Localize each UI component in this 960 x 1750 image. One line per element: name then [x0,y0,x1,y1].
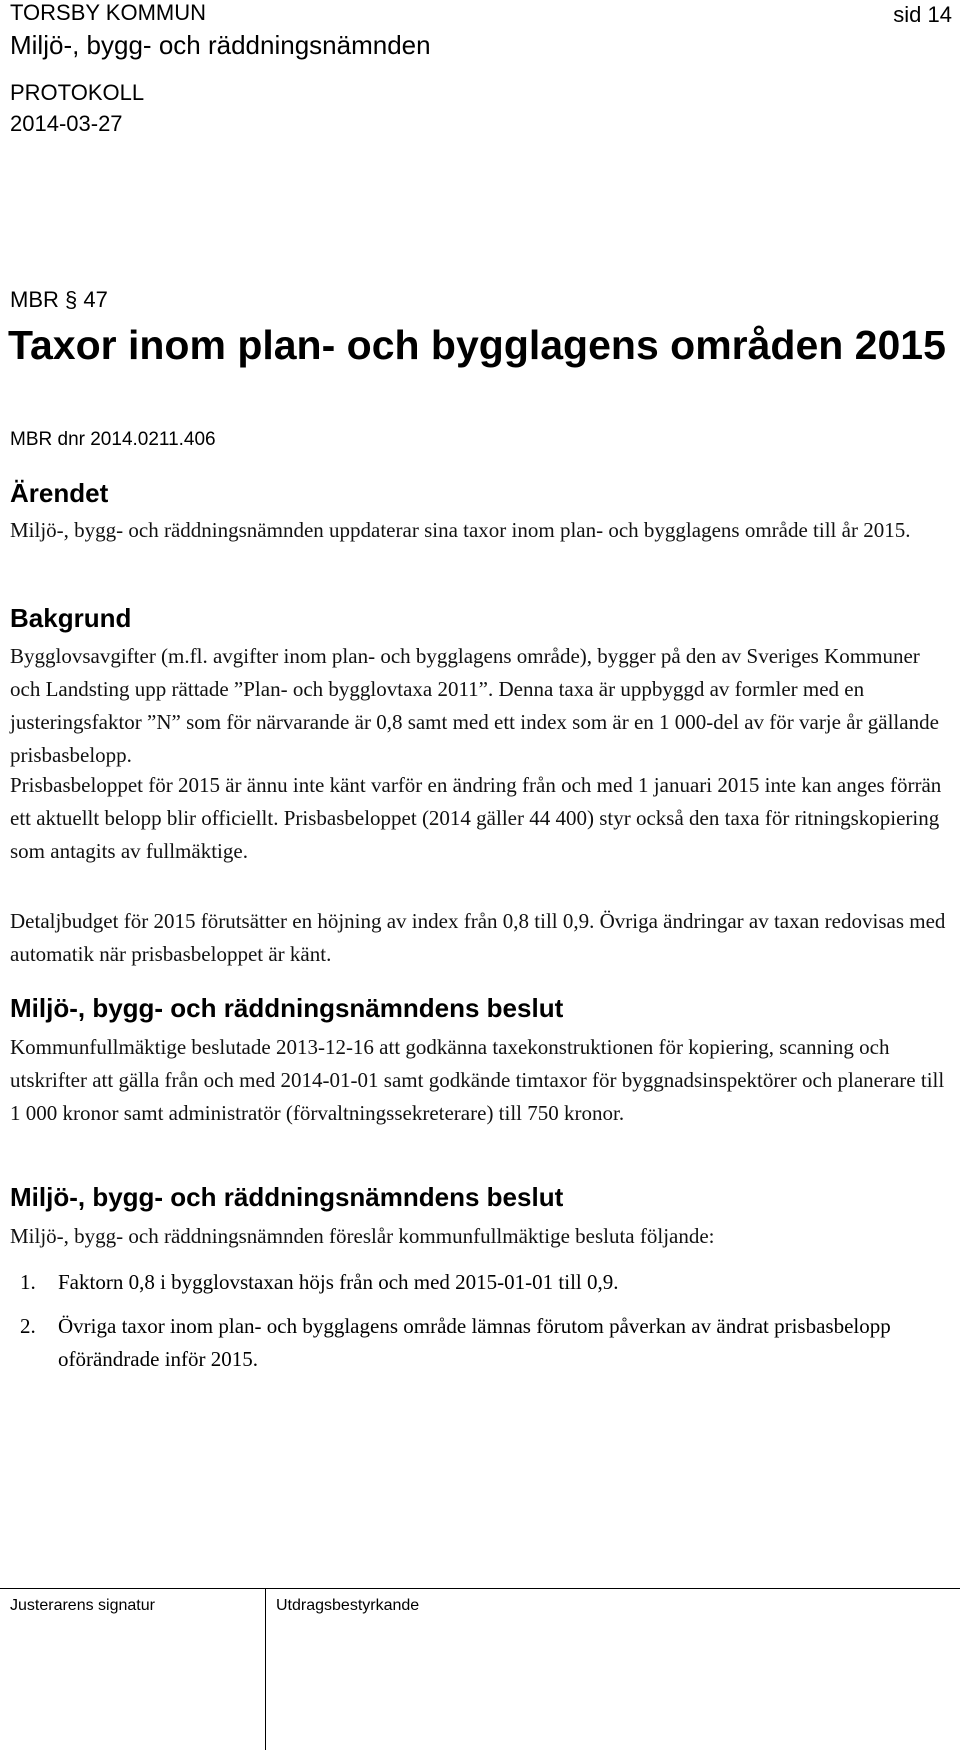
list-item-text: Övriga taxor inom plan- och bygglagens område lämnas förutom påverkan av ändrat prisbasbelopp oförändrade inför 2015. [58,1314,891,1371]
beslut-2-intro: Miljö-, bygg- och räddningsnämnden föreslår kommunfullmäktige besluta följande: [10,1224,715,1248]
section-heading-beslut-2: Miljö-, bygg- och räddningsnämndens beslut [10,1182,564,1212]
bakgrund-paragraph-2: Prisbasbeloppet för 2015 är ännu inte känt varför en ändring från och med 1 januari 2015 inte kan anges förrän ett aktuellt belopp blir officiellt. Prisbasbeloppet (2014 gäller 44 400) styr också den taxa för ritningskopiering som antagits av fullmäktige. [10,773,942,863]
list-item-number: 2. [20,1314,36,1338]
page-number: sid 14 [893,2,952,27]
committee-name: Miljö-, bygg- och räddningsnämnden [10,30,431,60]
organization-name: TORSBY KOMMUN [10,0,206,25]
bakgrund-paragraph-1: Bygglovsavgifter (m.fl. avgifter inom plan- och bygglagens område), bygger på den av Sveriges Kommuner och Landsting upp rättade ”Plan- och bygglovtaxa 2011”. Denna taxa är uppbyggd av formler med en justeringsfaktor ”N” som för närvarande är 0,8 samt med ett index som är en 1 000-del av för varje år gällande prisbasbelopp. [10,644,939,767]
document-date: 2014-03-27 [10,111,123,136]
case-number: MBR dnr 2014.0211.406 [10,429,216,450]
section-heading-arendet: Ärendet [10,478,109,508]
extract-label: Utdragsbestyrkande [276,1597,420,1614]
beslut-1-body: Kommunfullmäktige beslutade 2013-12-16 att godkänna taxekonstruktionen för kopiering, scanning och utskrifter att gälla från och med 2014-01-01 samt godkände timtaxor för byggnadsinspektörer och planerare till 1 000 kronor samt administratör (förvaltningssekreterare) till 750 kronor. [10,1035,945,1125]
list-item-number: 1. [20,1270,36,1294]
section-heading-bakgrund: Bakgrund [10,603,132,633]
document-type: PROTOKOLL [10,80,145,105]
section-heading-beslut-1: Miljö-, bygg- och räddningsnämndens beslut [10,993,564,1023]
page-title: Taxor inom plan- och bygglagens områden 2015 [8,322,946,368]
signature-label: Justerarens signatur [10,1597,155,1614]
bakgrund-paragraph-3: Detaljbudget för 2015 förutsätter en höjning av index från 0,8 till 0,9. Övriga ändringar av taxan redovisas med automatik när prisbasbeloppet är känt. [10,909,946,966]
arendet-body: Miljö-, bygg- och räddningsnämnden uppdaterar sina taxor inom plan- och bygglagens område till år 2015. [10,518,911,542]
list-item-text: Faktorn 0,8 i bygglovstaxan höjs från och med 2015-01-01 till 0,9. [58,1270,619,1294]
case-reference: MBR § 47 [10,287,108,312]
